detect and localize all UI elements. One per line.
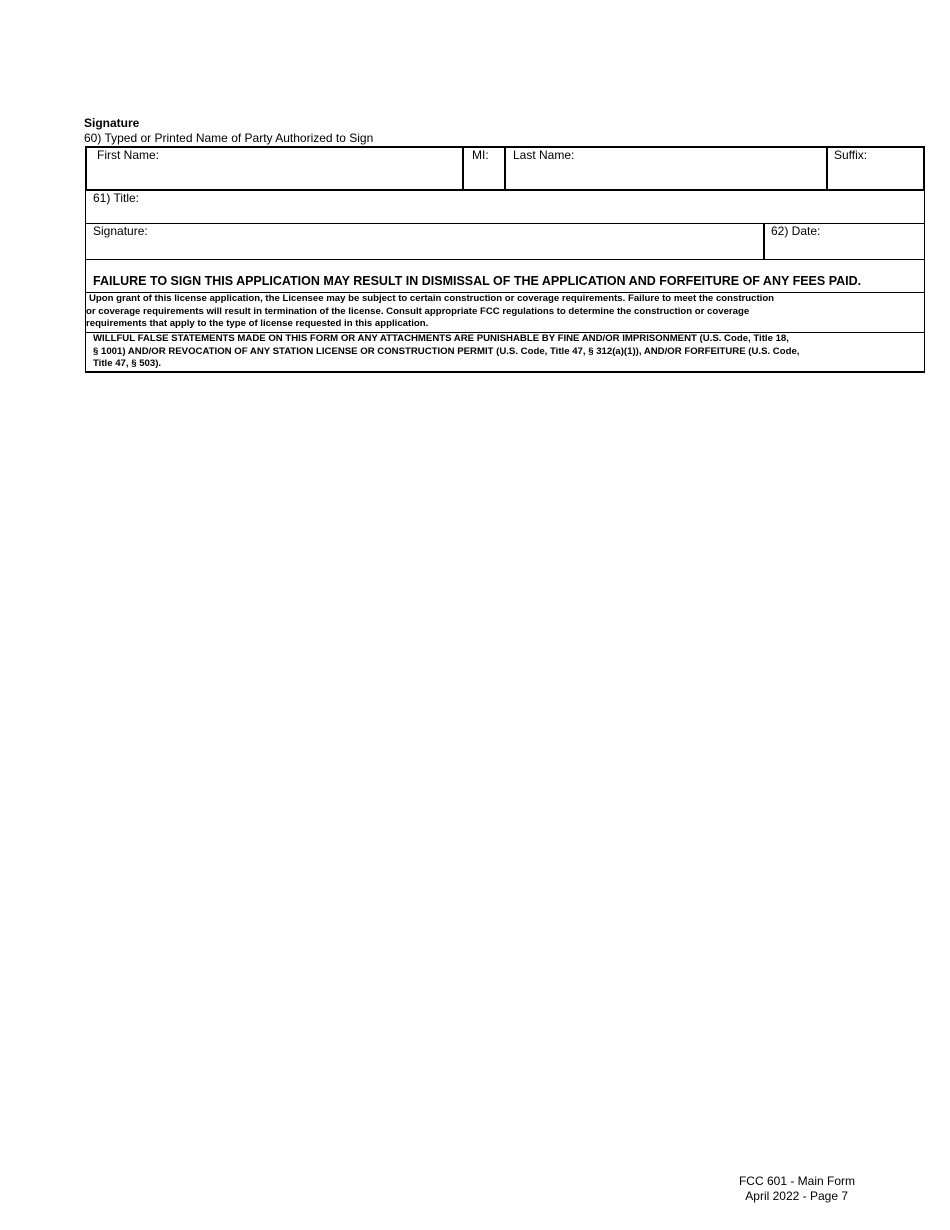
title-field[interactable] (85, 190, 925, 224)
date-field[interactable] (763, 223, 925, 260)
suffix-label: Suffix: (834, 148, 868, 162)
first-name-label: First Name: (97, 148, 160, 162)
footer-form-name: FCC 601 - Main Form (738, 1174, 855, 1188)
construction-notice-line-3: requirements that apply to the type of license requested in this application. (86, 318, 429, 329)
false-statements-line-2: § 1001) AND/OR REVOCATION OF ANY STATION LICENSE OR CONSTRUCTION PERMIT (U.S. Code, Title 47, § 312(a)(1)), AND/OR FORFEITURE (U.S. Code, (93, 345, 800, 357)
construction-notice-line-1: Upon grant of this license application, the Licensee may be subject to certain construction or coverage requirements. Failure to meet the construction (89, 293, 775, 304)
signature-field[interactable] (85, 223, 765, 260)
footer-page-info: April 2022 - Page 7 (745, 1189, 848, 1203)
first-name-field[interactable] (85, 146, 464, 191)
mi-field[interactable] (462, 146, 506, 191)
section-title: Signature (84, 116, 140, 130)
mi-label: MI: (472, 148, 489, 162)
construction-notice-line-2: or coverage requirements will result in termination of the license. Consult appropriate FCC regulations to determine the construction or coverage (86, 305, 750, 317)
false-statements-line-1: WILLFUL FALSE STATEMENTS MADE ON THIS FORM OR ANY ATTACHMENTS ARE PUNISHABLE BY FINE AND/OR IMPRISONMENT (U.S. Code, Title 18, (93, 333, 789, 344)
signature-label: Signature: (93, 224, 148, 238)
title-label: 61) Title: (93, 191, 140, 205)
last-name-label: Last Name: (513, 148, 575, 162)
date-label: 62) Date: (771, 224, 821, 238)
false-statements-line-3: Title 47, § 503). (93, 358, 162, 369)
item-60-label: 60) Typed or Printed Name of Party Authorized to Sign (84, 131, 374, 145)
failure-to-sign-warning: FAILURE TO SIGN THIS APPLICATION MAY RESULT IN DISMISSAL OF THE APPLICATION AND FORFEITURE OF ANY FEES PAID. (93, 274, 862, 288)
last-name-field[interactable] (504, 146, 828, 191)
suffix-field[interactable] (826, 146, 925, 191)
